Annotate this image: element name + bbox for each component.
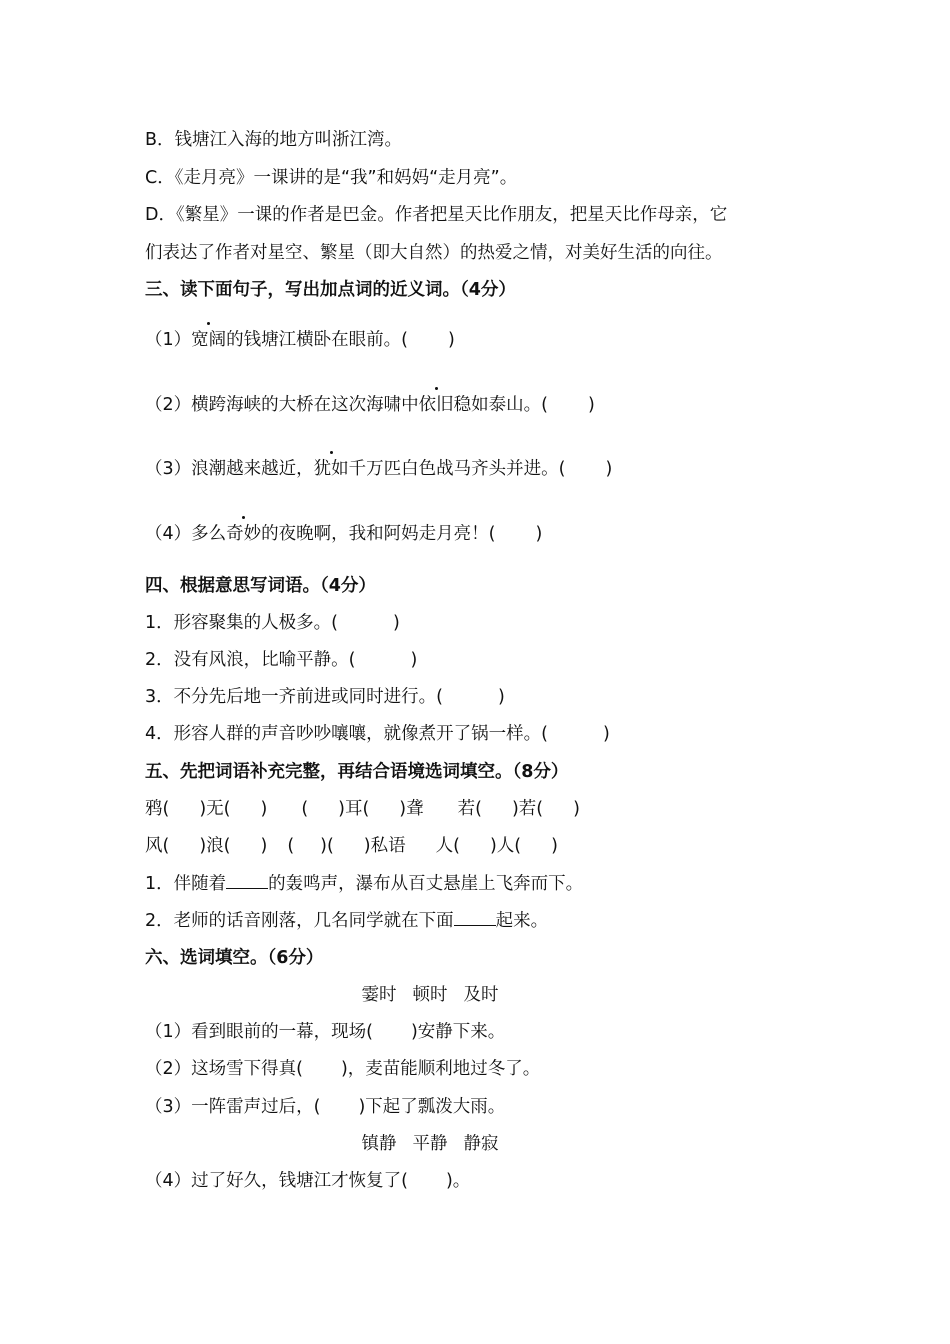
dotted-word: 奇妙	[226, 524, 262, 544]
idiom-part: (	[301, 799, 309, 819]
option-d-line2: 们表达了作者对星空、繁星（即大自然）的热爱之情，对美好生活的向往。	[145, 243, 723, 263]
q-text: （1）看到眼前的一幕，现场(	[145, 1022, 373, 1042]
close-paren: )	[587, 395, 595, 415]
idiom-part: 鸦(	[145, 799, 170, 819]
s4-item-1	[145, 611, 400, 635]
idiom-part: )私语	[363, 836, 406, 856]
s3-question-2	[145, 393, 595, 417]
q-text: )安静下来。	[410, 1022, 506, 1042]
item-text: 1．形容聚集的人极多。(	[145, 613, 338, 633]
word-option: 霎时	[361, 985, 397, 1005]
close-paren: )	[605, 459, 613, 479]
close-paren: )	[410, 650, 418, 670]
close-paren: )	[497, 687, 505, 707]
word-bank-2	[0, 1132, 860, 1156]
close-paren: )	[535, 524, 543, 544]
word-bank-1	[0, 983, 860, 1007]
dotted-word: 宽阔	[191, 330, 227, 350]
q-text: 起来。	[495, 911, 549, 931]
word-option: 平静	[412, 1134, 448, 1154]
idiom-part: )人(	[489, 836, 522, 856]
q-text: )。	[445, 1171, 471, 1191]
q-prefix: （2）横跨海峡的大桥在这次海啸中	[145, 395, 419, 415]
q-text: （3）一阵雷声过后，(	[145, 1097, 321, 1117]
option-c: C．《走月亮》一课讲的是“我”和妈妈“走月亮”。	[145, 168, 518, 188]
item-text: 2．没有风浪，比喻平静。(	[145, 650, 356, 670]
s4-item-4	[145, 722, 610, 746]
q-text: )，麦苗能顺利地过冬了。	[340, 1059, 541, 1079]
idiom-part: )(	[320, 836, 334, 856]
option-b: B．钱塘江入海的地方叫浙江湾。	[145, 130, 403, 150]
q-text: 2．老师的话音刚落，几名同学就在下面	[145, 911, 454, 931]
s4-item-2	[145, 648, 417, 672]
close-paren: )	[392, 613, 400, 633]
section-6-title: 六、选词填空。（6分）	[145, 948, 324, 968]
idiom-part: 人(	[435, 836, 460, 856]
s6-question-4	[145, 1169, 470, 1193]
idiom-part: )	[260, 836, 268, 856]
idiom-part: )若(	[511, 799, 544, 819]
s3-question-1	[145, 328, 455, 352]
s5-question-1	[145, 872, 583, 896]
q-text: )下起了瓢泼大雨。	[358, 1097, 506, 1117]
item-text: 4．形容人群的声音吵吵嚷嚷，就像煮开了锅一样。(	[145, 724, 548, 744]
q-text: （4）过了好久，钱塘江才恢复了(	[145, 1171, 408, 1191]
item-text: 3．不分先后地一齐前进或同时进行。(	[145, 687, 443, 707]
q-text: 稳如泰山。(	[453, 395, 548, 415]
q-text: 1．伴随着	[145, 874, 227, 894]
word-option: 镇静	[361, 1134, 397, 1154]
idiom-part: )	[260, 799, 268, 819]
s4-item-3	[145, 685, 505, 709]
idiom-row-2	[145, 834, 558, 858]
q-text: （2）这场雪下得真(	[145, 1059, 303, 1079]
section-4-title: 四、根据意思写词语。（4分）	[145, 576, 376, 596]
section-3-title: 三、读下面句子，写出加点词的近义词。（4分）	[145, 280, 516, 300]
word-option: 及时	[463, 985, 499, 1005]
s6-question-2	[145, 1057, 540, 1081]
answer-blank[interactable]	[226, 874, 268, 889]
idiom-part: (	[287, 836, 295, 856]
idiom-row-1	[145, 797, 580, 821]
q-prefix: （1）	[145, 330, 192, 350]
idiom-part: )	[573, 799, 580, 819]
s6-question-1	[145, 1020, 505, 1044]
idiom-part: )耳(	[338, 799, 370, 819]
idiom-part: )聋	[399, 799, 424, 819]
q-text: 的钱塘江横卧在眼前。(	[226, 330, 408, 350]
option-d-line1: D．《繁星》一课的作者是巴金。作者把星天比作朋友，把星天比作母亲，它	[145, 205, 728, 225]
q-text: 的夜晚啊，我和阿妈走月亮！(	[261, 524, 496, 544]
dotted-word: 依旧	[418, 395, 454, 415]
section-5-title: 五、先把词语补充完整，再结合语境选词填空。（8分）	[145, 762, 569, 782]
q-prefix: （4）多么	[145, 524, 227, 544]
idiom-part: 若(	[457, 799, 482, 819]
close-paren: )	[447, 330, 455, 350]
idiom-part: )无(	[199, 799, 231, 819]
idiom-part: )	[551, 836, 558, 856]
idiom-part: )浪(	[199, 836, 231, 856]
s5-question-2	[145, 909, 548, 933]
dotted-word: 犹如	[313, 459, 349, 479]
s6-question-3	[145, 1095, 505, 1119]
close-paren: )	[602, 724, 610, 744]
q-text: 千万匹白色战马齐头并进。(	[348, 459, 566, 479]
word-option: 顿时	[412, 985, 448, 1005]
s3-question-4	[145, 522, 542, 546]
word-option: 静寂	[463, 1134, 499, 1154]
idiom-part: 风(	[145, 836, 170, 856]
q-text: 的轰鸣声，瀑布从百丈悬崖上飞奔而下。	[268, 874, 584, 894]
answer-blank[interactable]	[454, 911, 496, 926]
s3-question-3	[145, 457, 612, 481]
q-prefix: （3）浪潮越来越近，	[145, 459, 314, 479]
